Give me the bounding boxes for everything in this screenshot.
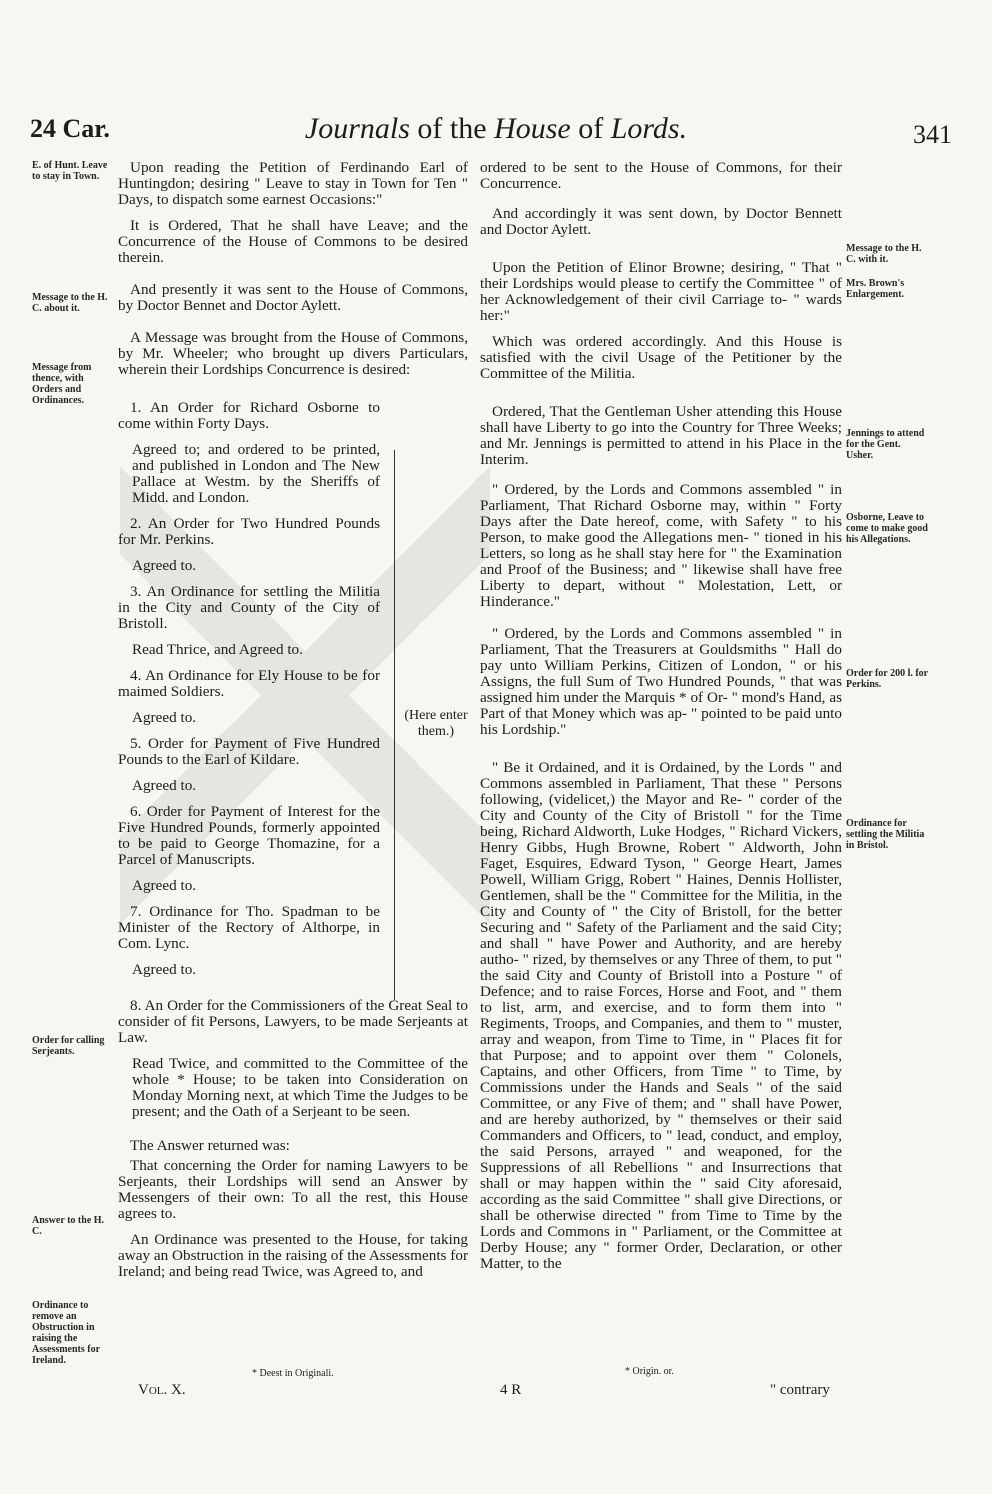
title-of: of the — [409, 112, 495, 145]
signature-mark: 4 R — [500, 1382, 522, 1398]
catchword: " contrary — [770, 1382, 830, 1398]
volume-mark: Vol. X. — [138, 1382, 186, 1398]
margin-note: Ordinance to remove an Obstruction in raising the Assessments for Ireland. — [32, 1300, 100, 1366]
margin-note: Message to the H. C. about it. — [32, 292, 108, 314]
list-item: 5. Order for Payment of Five Hundred Pounds to the Earl of Kildare. — [118, 735, 380, 768]
brace-note: (Here enter them.) — [404, 708, 468, 739]
margin-note: Ordinance for settling the Militia in Bristol. — [846, 818, 925, 851]
list-item: 7. Ordinance for Tho. Spadman to be Minister of the Rectory of Althorpe, in Com. Lync. — [118, 903, 380, 952]
paragraph: An Ordinance was presented to the House, for taking away an Obstruction in the raising of the Assessments for Ireland; and being read Twice, was Agreed to, and — [118, 1231, 468, 1280]
list-item-note: Agreed to. — [132, 777, 197, 794]
paragraph: Which was ordered accordingly. And this House is satisfied with the civil Usage of the Petitioner by the Committee of the Militia. — [480, 333, 842, 382]
footnote: * Origin. or. — [625, 1366, 674, 1377]
paragraph: Upon reading the Petition of Ferdinando Earl of Huntingdon; desiring " Leave to stay in Town for Ten " Days, to dispatch some earnest Occasions:" — [118, 159, 468, 208]
brace-line — [386, 450, 395, 1000]
margin-note: Osborne, Leave to come to make good his Allegations. — [846, 512, 928, 545]
paragraph: " Be it Ordained, and it is Ordained, by the Lords " and Commons assembled in Parliament, That these " Persons following, (videlicet,) the Mayor and Re- " corder of the City and County of the City of Bristoll " for the Time being, Richard Aldworth, Luke Hodges, " Richard Vickers, Henry Gibbs, Hugh Browne, Robert " Aldworth, John Faget, Esquires, Edward Tyson, " George Heart, James Powell, William Grigg, Robert " Haines, Dennis Hollister, Gentlemen, shall be the " Committee for the Militia, in the City and County of " the City of Bristoll, for the better Securing and " Safety of the Parliament and the said City; and shall " have Power and Authority, and are hereby autho- " rized, by themselves or any Three of them, to put " the said City and County of Bristoll into a Posture " of Defence; and to raise Forces, Horse and Foot, and " them to list, arm, and exercise, and to form them into " Regiments, Troops, and Companies, and them to " muster, array and weapon, from Time to Time, in " Places fit for that Purpose; and to appoint over them " Colonels, Captains, and other Officers, from Time " to Time, by Commissions under the Hands and Seals " of the said Committee, or any Five of them; and " shall have Power, and are hereby authorized, by " themselves or their said Commanders and Officers, to " lead, conduct, and employ, the said Persons, arrayed " and weaponed, for the Suppressions of all Rebellions " and Insurrections that shall or may happen within the " said City aforesaid, according as the said Committee " shall give Directions, or shall be otherwise directed " from Time to Time by the Lords and Commons in " Parliament, or the Committee at Derby House; any " former Order, Declaration, or other Matter, to the — [480, 759, 842, 1272]
margin-note: Order for 200 l. for Perkins. — [846, 668, 928, 690]
particulars-list — [118, 400, 380, 978]
margin-note: Mrs. Brown's Enlargement. — [846, 278, 905, 300]
margin-note: Order for calling Serjeants. — [32, 1035, 105, 1057]
paragraph: ordered to be sent to the House of Commons, for their Concurrence. — [480, 159, 842, 192]
paragraph: A Message was brought from the House of Commons, by Mr. Wheeler; who brought up divers Particulars, wherein their Lordships Concurrence is desired: — [118, 329, 468, 378]
paragraph: Ordered, That the Gentleman Usher attending this House shall have Liberty to go into the Country for Three Weeks; and Mr. Jennings is permitted to attend in his Place in the Interim. — [480, 403, 842, 468]
list-item: 3. An Ordinance for settling the Militia in the City and County of the City of Bristoll. — [118, 583, 380, 632]
margin-note: Jennings to attend for the Gent. Usher. — [846, 428, 925, 461]
paragraph: " Ordered, by the Lords and Commons assembled " in Parliament, That the Treasurers at Gouldsmiths " Hall do pay unto William Perkins, Citizen of London, " or his Assigns, the full Sum of Two Hundred Pounds, " that was assigned him under the Marquis * of Or- " mond's Hand, as Part of that Money which was ap- " pointed to be paid unto his Lordship." — [480, 625, 842, 738]
margin-note: Message from thence, with Orders and Ordinances. — [32, 362, 92, 406]
title-journals: Journals — [304, 112, 410, 145]
title-of2: of — [570, 112, 611, 145]
paragraph: It is Ordered, That he shall have Leave; and the Concurrence of the House of Commons to be desired therein. — [118, 217, 468, 266]
list-item-note: Agreed to. — [132, 557, 197, 574]
page-number: 341 — [913, 120, 952, 149]
margin-note: Message to the H. C. with it. — [846, 243, 922, 265]
paragraph: The Answer returned was: — [130, 1137, 290, 1154]
paragraph: And presently it was sent to the House of Commons, by Doctor Bennet and Doctor Aylett. — [118, 281, 468, 314]
journal-title — [0, 112, 992, 146]
list-item-note: Agreed to. — [132, 877, 197, 894]
paragraph: Upon the Petition of Elinor Browne; desiring, " That " their Lordships would please to certify the Committee " of her Acknowledgement of their civil Carriage to- " wards her:" — [480, 259, 842, 324]
list-item-note: Agreed to; and ordered to be printed, and published in London and The New Pallace at Westm. by the Sheriffs of Midd. and London. — [132, 441, 380, 506]
margin-note: Answer to the H. C. — [32, 1215, 105, 1237]
list-item: 6. Order for Payment of Interest for the Five Hundred Pounds, formerly appointed to be paid to George Thomazine, for a Parcel of Manuscripts. — [118, 803, 380, 868]
list-item-note: Agreed to. — [132, 709, 197, 726]
title-lords: Lords. — [610, 112, 688, 145]
list-item: 8. An Order for the Commissioners of the Great Seal to consider of fit Persons, Lawyers, to be made Serjeants at Law. — [118, 997, 468, 1046]
list-item: 2. An Order for Two Hundred Pounds for Mr. Perkins. — [118, 515, 380, 548]
margin-note: E. of Hunt. Leave to stay in Town. — [32, 160, 108, 182]
page-header — [0, 110, 992, 156]
footnote: * Deest in Originali. — [252, 1368, 334, 1379]
list-item: 1. An Order for Richard Osborne to come within Forty Days. — [118, 399, 380, 432]
list-item-note: Read Twice, and committed to the Committee of the whole * House; to be taken into Consideration on Monday Morning next, at which Time the Judges to be present; and the Oath of a Serjeant to be seen. — [132, 1055, 468, 1120]
right-column — [480, 160, 842, 1282]
paragraph: " Ordered, by the Lords and Commons assembled " in Parliament, That Richard Osborne may, within " Forty Days after the Date hereof, come, with Safety " to his Person, to make good the Allegations men- " tioned in his Letters, so long as he shall stay here for " the Examination and Proof of the Business; and " likewise shall have free Liberty to depart, without " Molestation, Lett, or Hinderance." — [480, 481, 842, 610]
list-item: 4. An Ordinance for Ely House to be for maimed Soldiers. — [118, 667, 380, 700]
list-item-note: Read Thrice, and Agreed to. — [132, 641, 303, 658]
paragraph: And accordingly it was sent down, by Doctor Bennett and Doctor Aylett. — [480, 205, 842, 238]
list-item-note: Agreed to. — [132, 961, 197, 978]
regnal-year: 24 Car. — [30, 114, 110, 143]
paragraph: That concerning the Order for naming Lawyers to be Serjeants, their Lordships will send an Answer by Messengers of their own: To all the rest, this House agrees to. — [118, 1157, 468, 1222]
title-house: House — [494, 112, 571, 145]
